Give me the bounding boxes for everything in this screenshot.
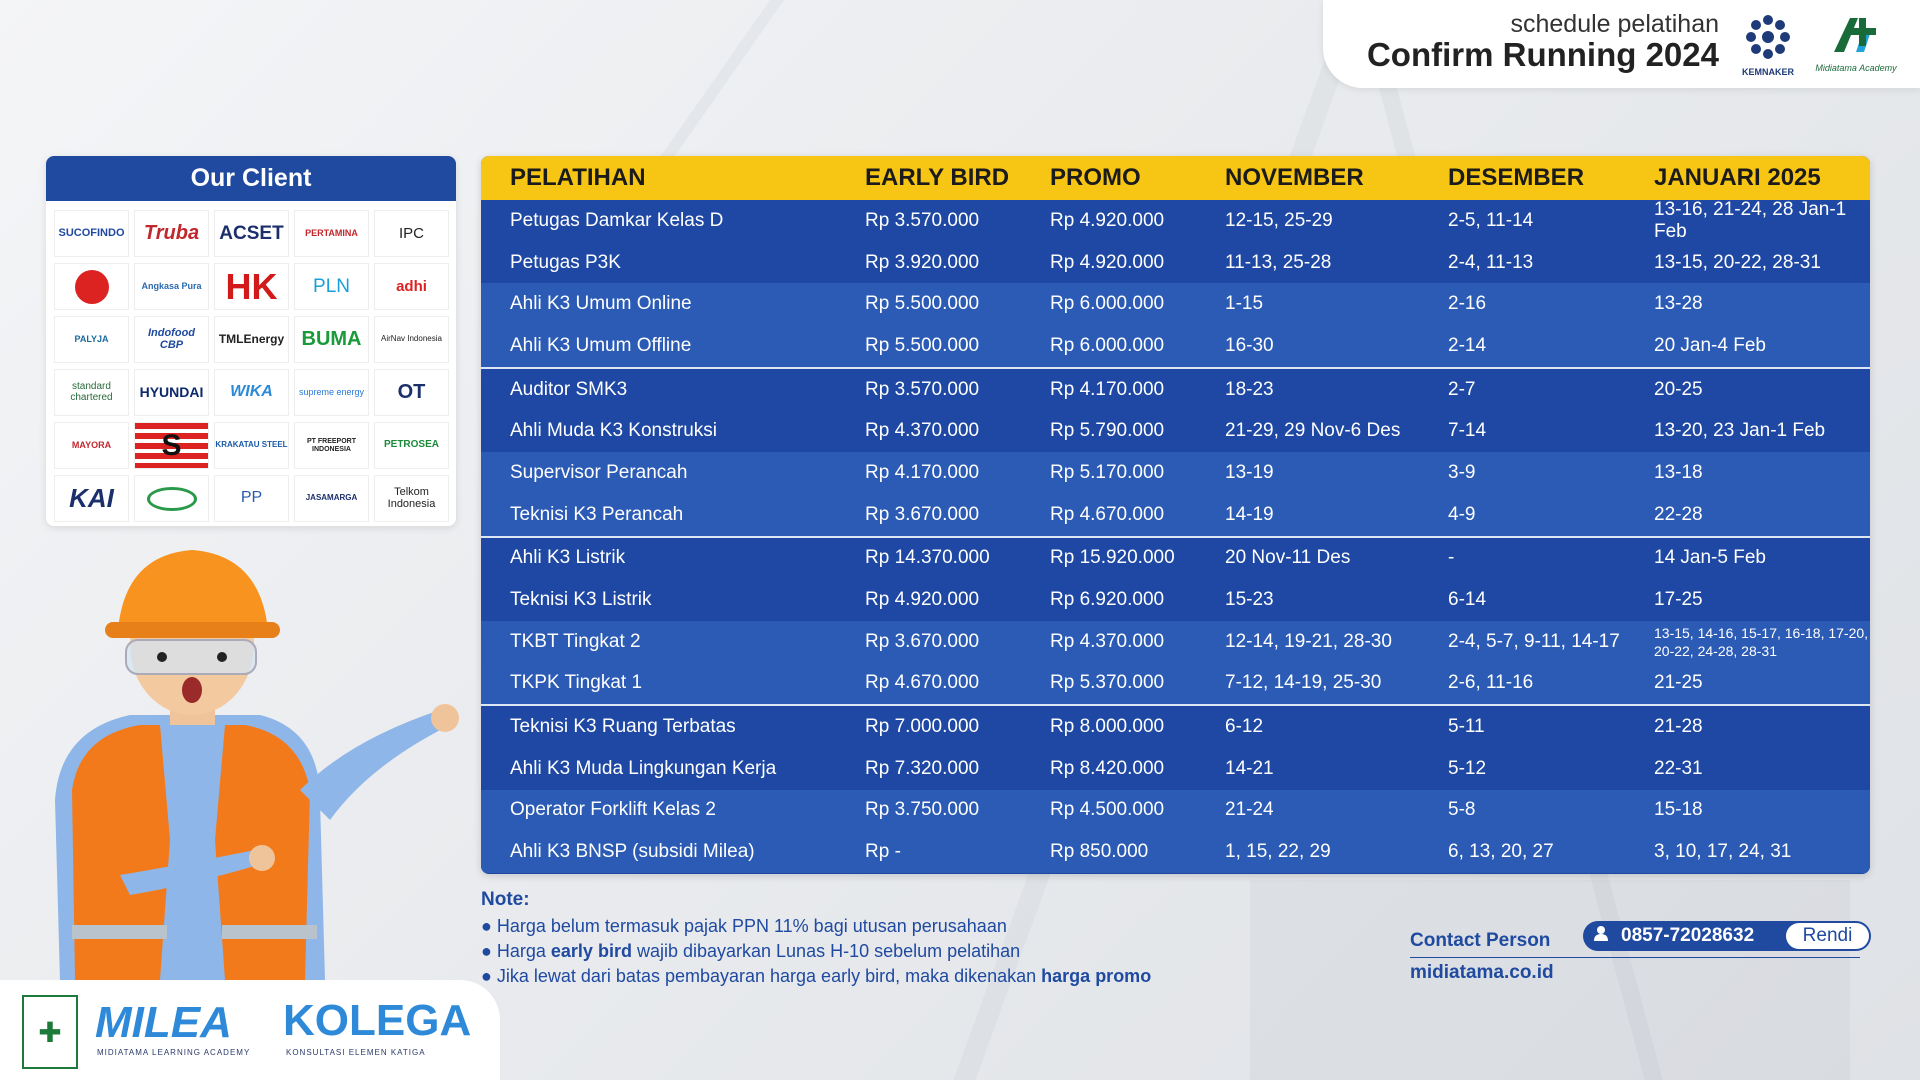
table-group xyxy=(481,790,1870,873)
cell-november: 7-12, 14-19, 25-30 xyxy=(1225,672,1382,694)
table-row xyxy=(481,579,1870,621)
cell-januari: 22-28 xyxy=(1654,503,1703,525)
table-body xyxy=(481,200,1870,873)
client-logo: OT xyxy=(374,369,449,416)
cell-early-bird: Rp 7.000.000 xyxy=(865,716,980,738)
cell-desember: 2-4, 5-7, 9-11, 14-17 xyxy=(1448,630,1620,652)
header-november: NOVEMBER xyxy=(1225,164,1364,191)
cell-desember: 6, 13, 20, 27 xyxy=(1448,841,1554,863)
cell-november: 13-19 xyxy=(1225,461,1274,483)
client-logo: PP xyxy=(214,475,289,522)
client-logo: Angkasa Pura xyxy=(134,263,209,310)
cell-november: 1, 15, 22, 29 xyxy=(1225,841,1331,863)
cell-pelatihan: Teknisi K3 Ruang Terbatas xyxy=(510,716,736,738)
cell-januari: 15-18 xyxy=(1654,799,1703,821)
client-logo: TMLEnergy xyxy=(214,316,289,363)
table-group xyxy=(481,283,1870,366)
cell-desember: 5-12 xyxy=(1448,757,1487,779)
cell-pelatihan: TKBT Tingkat 2 xyxy=(510,630,641,652)
client-logo: Telkom Indonesia xyxy=(374,475,449,522)
cell-desember: 3-9 xyxy=(1448,461,1476,483)
cell-desember: 2-7 xyxy=(1448,378,1476,400)
cell-pelatihan: Ahli K3 Listrik xyxy=(510,547,626,569)
cell-early-bird: Rp 3.750.000 xyxy=(865,799,980,821)
table-row xyxy=(481,242,1870,284)
cell-promo: Rp 5.790.000 xyxy=(1050,420,1165,442)
cell-november: 12-15, 25-29 xyxy=(1225,209,1333,231)
note-item xyxy=(481,914,1151,939)
client-logo: supreme energy xyxy=(294,369,369,416)
table-row xyxy=(481,494,1870,536)
cell-november: 12-14, 19-21, 28-30 xyxy=(1225,630,1392,652)
cell-januari: 13-18 xyxy=(1654,461,1703,483)
cell-januari: 21-25 xyxy=(1654,672,1703,694)
cell-promo: Rp 4.670.000 xyxy=(1050,503,1165,525)
table-row xyxy=(481,663,1870,705)
milea-logo: MILEA xyxy=(95,998,232,1047)
cell-early-bird: Rp 7.320.000 xyxy=(865,757,980,779)
note-text: ● Harga xyxy=(481,941,551,961)
cell-early-bird: Rp 3.670.000 xyxy=(865,630,980,652)
cell-pelatihan: Supervisor Perancah xyxy=(510,461,688,483)
midiatama-logo xyxy=(1801,12,1911,73)
cell-november: 6-12 xyxy=(1225,716,1264,738)
client-logo: SUCOFINDO xyxy=(54,210,129,257)
cell-pelatihan: Ahli K3 Umum Online xyxy=(510,293,692,315)
table-row xyxy=(481,748,1870,790)
cell-promo: Rp 4.500.000 xyxy=(1050,799,1165,821)
header-early-bird: EARLY BIRD xyxy=(865,164,1010,191)
client-logo: PLN xyxy=(294,263,369,310)
cell-desember: 2-5, 11-14 xyxy=(1448,209,1534,231)
client-logo: PT FREEPORT INDONESIA xyxy=(294,422,369,469)
cell-early-bird: Rp 5.500.000 xyxy=(865,334,980,356)
client-title: Our Client xyxy=(46,156,456,201)
cell-januari: 13-20, 23 Jan-1 Feb xyxy=(1654,420,1826,442)
cell-early-bird: Rp 4.170.000 xyxy=(865,461,980,483)
header-title: Confirm Running 2024 xyxy=(1366,36,1719,73)
client-logo: KRAKATAU STEEL xyxy=(214,422,289,469)
header-subtitle: schedule pelatihan xyxy=(1510,10,1719,38)
kolega-logo: KOLEGA xyxy=(283,996,472,1045)
client-logo: PALYJA xyxy=(54,316,129,363)
cell-promo: Rp 850.000 xyxy=(1050,841,1149,863)
schedule-table xyxy=(481,156,1870,874)
cell-early-bird: Rp 3.670.000 xyxy=(865,503,980,525)
client-logo-leaf xyxy=(134,475,209,522)
client-logo: ACSET xyxy=(214,210,289,257)
kemnaker-icon xyxy=(1743,12,1793,62)
note-text: ● Jika lewat dari batas pembayaran harga early bird, maka dikenakan xyxy=(481,966,1042,986)
client-logo: KAI xyxy=(54,475,129,522)
client-panel xyxy=(46,156,456,526)
client-logo: AirNav Indonesia xyxy=(374,316,449,363)
cell-early-bird: Rp 3.920.000 xyxy=(865,251,980,273)
client-logo: PETROSEA xyxy=(374,422,449,469)
cell-desember: 2-4, 11-13 xyxy=(1448,251,1534,273)
client-logo: adhi xyxy=(374,263,449,310)
cell-november: 21-29, 29 Nov-6 Des xyxy=(1225,420,1401,442)
client-logo: HK xyxy=(214,263,289,310)
cell-november: 14-21 xyxy=(1225,757,1274,779)
cell-desember: 2-16 xyxy=(1448,293,1487,315)
client-logo-circle xyxy=(54,263,129,310)
cell-januari: 13-16, 21-24, 28 Jan-1 Feb xyxy=(1654,198,1847,242)
contact-divider xyxy=(1410,957,1860,958)
table-row xyxy=(481,790,1870,832)
table-group xyxy=(481,369,1870,452)
cell-promo: Rp 4.170.000 xyxy=(1050,378,1165,400)
client-logo: PERTAMINA xyxy=(294,210,369,257)
website-link[interactable]: midiatama.co.id xyxy=(1410,962,1554,983)
note-emphasis: early bird xyxy=(550,941,632,961)
cell-desember: 5-8 xyxy=(1448,799,1476,821)
cell-november: 21-24 xyxy=(1225,799,1274,821)
cell-november: 15-23 xyxy=(1225,589,1274,611)
table-row xyxy=(481,200,1870,242)
client-logo: Indofood CBP xyxy=(134,316,209,363)
cell-november: 20 Nov-11 Des xyxy=(1225,547,1351,569)
table-row xyxy=(481,452,1870,494)
kemnaker-label: KEMNAKER xyxy=(1741,67,1794,77)
midiatama-icon xyxy=(1826,12,1886,58)
cell-pelatihan: Ahli Muda K3 Konstruksi xyxy=(510,420,717,442)
worker-illustration xyxy=(0,540,470,980)
header-desember: DESEMBER xyxy=(1448,164,1585,191)
kolega-subtitle: KONSULTASI ELEMEN KATIGA xyxy=(286,1048,426,1057)
cell-november: 11-13, 25-28 xyxy=(1225,251,1332,273)
cell-desember: 6-14 xyxy=(1448,589,1487,611)
cell-januari: 13-15, 20-22, 28-31 xyxy=(1654,251,1821,273)
table-group xyxy=(481,452,1870,535)
cell-pelatihan: Auditor SMK3 xyxy=(510,378,628,400)
table-row xyxy=(481,283,1870,325)
cell-early-bird: Rp 4.370.000 xyxy=(865,420,980,442)
cell-januari: 20-25 xyxy=(1654,378,1703,400)
table-row xyxy=(481,621,1870,663)
cell-promo: Rp 4.920.000 xyxy=(1050,251,1165,273)
note-title: Note: xyxy=(481,889,530,910)
cell-early-bird: Rp 3.570.000 xyxy=(865,378,980,400)
user-icon xyxy=(1583,925,1609,947)
cell-pelatihan: Teknisi K3 Perancah xyxy=(510,503,684,525)
cell-desember: 2-14 xyxy=(1448,334,1487,356)
cell-early-bird: Rp - xyxy=(865,841,901,863)
client-logo: BUMA xyxy=(294,316,369,363)
table-row xyxy=(481,369,1870,411)
note-list xyxy=(481,914,1151,989)
header-promo: PROMO xyxy=(1050,164,1141,191)
contact-phone[interactable]: 0857-72028632 xyxy=(1621,925,1755,946)
table-row xyxy=(481,410,1870,452)
cell-november: 16-30 xyxy=(1225,334,1274,356)
client-logo: JASAMARGA xyxy=(294,475,369,522)
cell-desember: 4-9 xyxy=(1448,503,1476,525)
cell-early-bird: Rp 3.570.000 xyxy=(865,209,980,231)
note-item xyxy=(481,939,1151,964)
cell-promo: Rp 5.370.000 xyxy=(1050,672,1165,694)
contact-name: Rendi xyxy=(1786,923,1869,949)
cell-early-bird: Rp 5.500.000 xyxy=(865,293,980,315)
cell-early-bird: Rp 4.670.000 xyxy=(865,672,980,694)
cell-pelatihan: Ahli K3 Umum Offline xyxy=(510,334,692,356)
cell-pelatihan: Ahli K3 Muda Lingkungan Kerja xyxy=(510,757,777,779)
cell-januari: 13-15, 14-16, 15-17, 16-18, 17-20, 20-22, 24-28, 28-31 xyxy=(1654,624,1869,659)
client-logo: standard chartered xyxy=(54,369,129,416)
header-januari: JANUARI 2025 xyxy=(1654,164,1821,191)
cell-pelatihan: TKPK Tingkat 1 xyxy=(510,672,643,694)
cell-promo: Rp 6.000.000 xyxy=(1050,293,1165,315)
cell-pelatihan: Ahli K3 BNSP (subsidi Milea) xyxy=(510,841,755,863)
cell-januari: 3, 10, 17, 24, 31 xyxy=(1654,841,1792,863)
cell-november: 18-23 xyxy=(1225,378,1274,400)
cell-promo: Rp 6.920.000 xyxy=(1050,589,1165,611)
client-logo: IPC xyxy=(374,210,449,257)
table-row xyxy=(481,706,1870,748)
client-logo: Truba xyxy=(134,210,209,257)
cell-promo: Rp 8.420.000 xyxy=(1050,757,1165,779)
cell-promo: Rp 15.920.000 xyxy=(1050,547,1175,569)
kemnaker-logo xyxy=(1740,12,1796,77)
client-logo: S xyxy=(134,422,209,469)
cell-januari: 20 Jan-4 Feb xyxy=(1654,334,1766,356)
cell-januari: 17-25 xyxy=(1654,589,1703,611)
footer-logos xyxy=(0,980,500,1080)
k3-gear-icon: ✚ xyxy=(22,995,78,1069)
cell-pelatihan: Teknisi K3 Listrik xyxy=(510,589,652,611)
table-group xyxy=(481,200,1870,283)
cell-promo: Rp 4.370.000 xyxy=(1050,630,1165,652)
cell-early-bird: Rp 14.370.000 xyxy=(865,547,990,569)
note-text: wajib dibayarkan Lunas H-10 sebelum pelatihan xyxy=(631,941,1021,961)
header-pelatihan: PELATIHAN xyxy=(510,164,646,191)
note-text: ● Harga belum termasuk pajak PPN 11% bagi utusan perusahaan xyxy=(481,916,1007,936)
header-card xyxy=(1323,0,1920,88)
client-logo: WIKA xyxy=(214,369,289,416)
contact-pill[interactable] xyxy=(1583,921,1871,951)
cell-desember: 7-14 xyxy=(1448,420,1487,442)
cell-januari: 13-28 xyxy=(1654,293,1703,315)
client-logo-grid xyxy=(54,210,449,522)
client-logo: HYUNDAI xyxy=(134,369,209,416)
cell-promo: Rp 4.920.000 xyxy=(1050,209,1165,231)
cell-promo: Rp 5.170.000 xyxy=(1050,461,1165,483)
cell-desember: 5-11 xyxy=(1448,716,1485,738)
table-row xyxy=(481,538,1870,580)
client-logo: MAYORA xyxy=(54,422,129,469)
cell-desember: - xyxy=(1448,547,1455,569)
table-group xyxy=(481,621,1870,704)
cell-desember: 2-6, 11-16 xyxy=(1448,672,1534,694)
table-row xyxy=(481,831,1870,873)
midiatama-label: Midiatama Academy xyxy=(1815,63,1897,73)
cell-januari: 22-31 xyxy=(1654,757,1703,779)
table-header xyxy=(481,156,1870,200)
cell-pelatihan: Petugas Damkar Kelas D xyxy=(510,209,724,231)
table-row xyxy=(481,325,1870,367)
table-group xyxy=(481,706,1870,789)
cell-november: 14-19 xyxy=(1225,503,1274,525)
cell-pelatihan: Petugas P3K xyxy=(510,251,621,273)
cell-pelatihan: Operator Forklift Kelas 2 xyxy=(510,799,716,821)
table-group xyxy=(481,538,1870,621)
cell-november: 1-15 xyxy=(1225,293,1264,315)
cell-promo: Rp 6.000.000 xyxy=(1050,334,1165,356)
cell-early-bird: Rp 4.920.000 xyxy=(865,589,980,611)
cell-promo: Rp 8.000.000 xyxy=(1050,716,1165,738)
cell-januari: 21-28 xyxy=(1654,716,1703,738)
milea-subtitle: MIDIATAMA LEARNING ACADEMY xyxy=(97,1048,251,1057)
note-item xyxy=(481,964,1151,989)
cell-januari: 14 Jan-5 Feb xyxy=(1654,547,1766,569)
contact-label: Contact Person xyxy=(1410,930,1551,951)
note-emphasis: harga promo xyxy=(1041,966,1152,986)
